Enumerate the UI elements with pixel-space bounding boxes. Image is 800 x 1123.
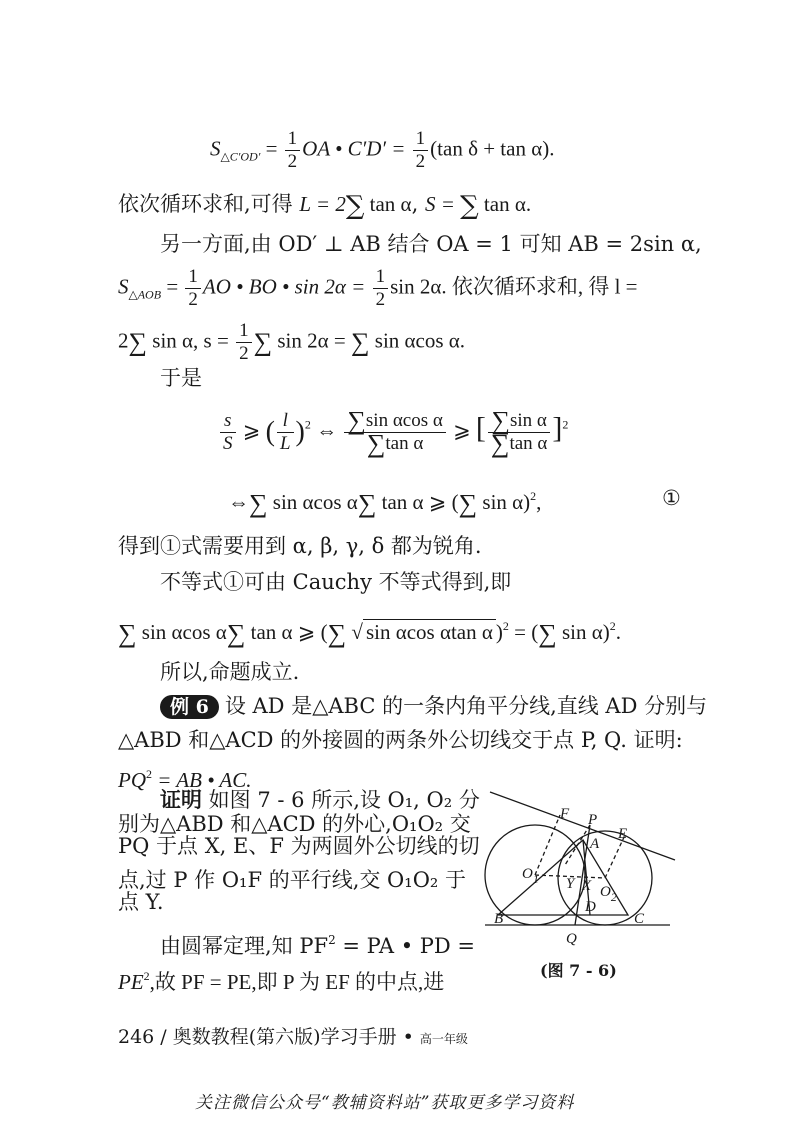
sum-symbol: ∑ (345, 191, 365, 221)
proof-line2: 别为△ABD 和△ACD 的外心,O₁O₂ 交 (118, 812, 471, 836)
label-E: E (618, 826, 628, 842)
proof-line3: PQ 于点 X, E、F 为两圆外公切线的切 (118, 834, 480, 858)
acute-angle-note: 得到①式需要用到 α, β, γ, δ 都为锐角. (118, 534, 482, 558)
eq1-frac2: $\frac{1}{2}$ (413, 128, 429, 173)
grade-label: 高一年级 (419, 1032, 468, 1046)
sum-sentence: 依次循环求和,可得 L = 2∑ tan α, S = ∑ tan α. (118, 191, 532, 221)
eq1-lhs: S (210, 136, 221, 161)
example-6-line1: 例 6 设 AD 是△ABC 的一条内角平分线,直线 AD 分别与 (160, 692, 707, 720)
label-O2: $O_2$ (600, 884, 617, 904)
label-P: P (588, 812, 598, 828)
label-Y: Y (566, 876, 575, 892)
label-D: D (585, 899, 596, 915)
inequality-equivalence: ⇔∑ sin αcos α∑ tan α ⩾ (∑ sin α)$^2$, (228, 489, 542, 518)
label-B: B (494, 911, 504, 927)
page-footer (118, 1022, 468, 1049)
label-X: X (582, 878, 592, 894)
conclusion-sentence: 所以,命题成立. (160, 660, 300, 684)
label-F: F (560, 806, 570, 822)
proof-line7: $PE^2$,故 PF = PE,即 P 为 EF 的中点,进 (118, 969, 445, 994)
proof-label: 证明 (160, 787, 202, 812)
eq1-rhs: (tan δ + tan α). (430, 136, 555, 161)
cauchy-sentence: 不等式①可由 Cauchy 不等式得到,即 (160, 570, 512, 594)
example-6-line3: $PQ^2$ = AB • AC. (118, 767, 252, 792)
eq1-frac: $\frac{1}{2}$ (285, 128, 301, 173)
other-side-sentence: 另一方面,由 OD′ ⊥ AB 结合 OA = 1 可知 AB = 2sin α, (160, 232, 702, 256)
proof-line5: 点 Y. (118, 890, 164, 914)
figure-caption: (图 7 - 6) (540, 961, 617, 980)
example-badge: 例 6 (160, 695, 219, 719)
label-A: A (590, 836, 600, 852)
sum-sin-line: 2∑ sin α, s = $\frac{1}{2}$ ∑ sin 2α = ∑ sin αcos α. (118, 320, 466, 364)
label-Q: Q (566, 931, 577, 947)
inequality-equation: $\frac{s}{S}$ ⩾ ( $\frac{l}{L}$ )$^2$ ⇔ $\frac{\text{∑sin αcos α}}{\text{∑tan α}}$ ⩾ [ $\frac{\text{∑sin α}}{\text{∑tan α}}$ ]$^2$ (218, 410, 568, 455)
book-title: 奥数教程(第六版)学习手册 • (172, 1026, 414, 1048)
eq1-lhs-sub: △C′OD′ (220, 149, 261, 164)
label-C: C (634, 911, 645, 927)
proof-line6: 由圆幂定理,知 $PF^2$ = PA • PD = (160, 933, 475, 958)
therefore-label: 于是 (160, 366, 202, 390)
label-O1: $O_1$ (522, 866, 539, 886)
example-6-line2: △ABD 和△ACD 的外接圆的两条外公切线交于点 P, Q. 证明: (118, 728, 683, 752)
proof-line1: 证明 如图 7 - 6 所示,设 O₁, O₂ 分 (160, 787, 480, 812)
sum-symbol: ∑ (460, 191, 479, 221)
area-aob-line: $S_{\triangle AOB}$ = $\frac{1}{2}$ AO • BO • sin 2α = $\frac{1}{2}$ sin 2α. 依次循环求和, 得 l = (118, 266, 638, 310)
proof-line4: 点,过 P 作 O₁F 的平行线,交 O₁O₂ 于 (118, 868, 467, 892)
equation-area-cod: $S_{\triangle C'OD'}$ = $\frac{1}{2}$ OA • C′D′ = $\frac{1}{2}$ (tan δ + tan α). (210, 128, 555, 172)
cauchy-equation: ∑ sin αcos α∑ tan α ⩾ (∑ √ sin αcos αtan α )$^2$ = (∑ sin α)$^2$. (118, 619, 622, 648)
wechat-watermark: 关注微信公众号“教辅资料站”获取更多学习资料 (195, 1093, 575, 1113)
page-number: 246 / (118, 1026, 167, 1048)
equation-label-1: ① (662, 486, 681, 510)
eq1-mid: OA • C′D′ = (302, 136, 406, 161)
figure-7-6 (480, 790, 685, 950)
